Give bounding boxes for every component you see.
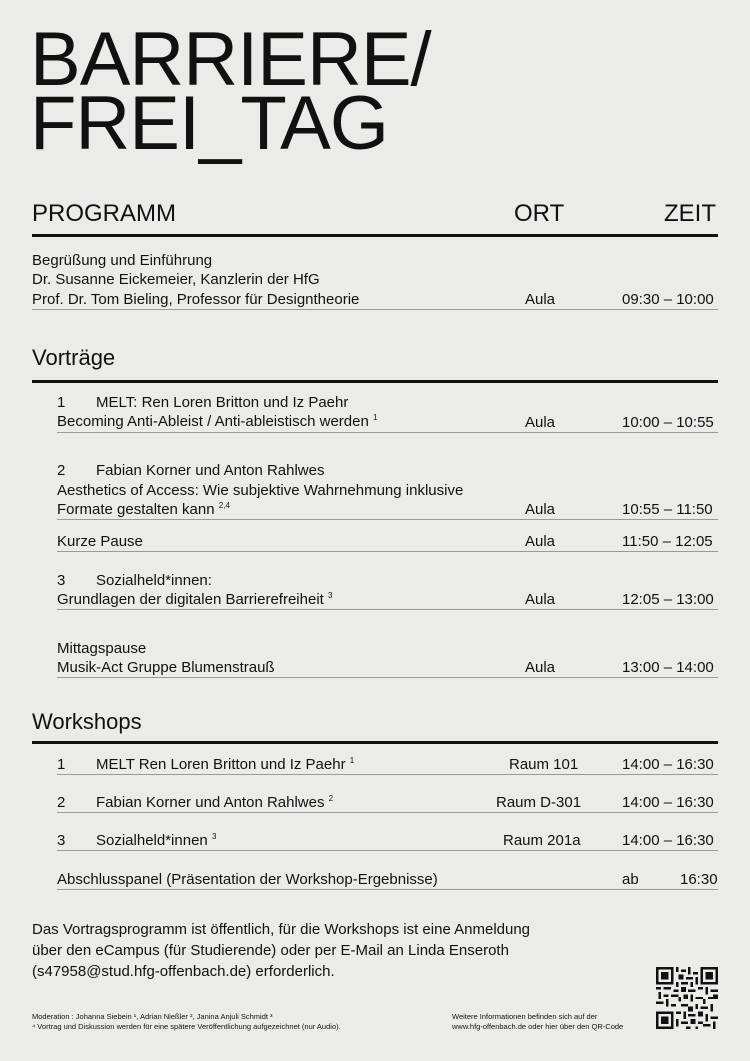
- vortrag-1-ort: Aula: [525, 414, 556, 431]
- divider: [57, 774, 718, 775]
- abschluss-label: Abschlusspanel (Präsentation der Workshop-Ergebnisse): [57, 871, 438, 888]
- vortrag-2-num: 2: [57, 462, 66, 479]
- header-rule: [32, 234, 718, 237]
- workshop-1-label: MELT Ren Loren Britton und Iz Paehr $^1$: [96, 756, 355, 773]
- abschluss-ab: ab: [622, 871, 639, 888]
- divider: [57, 551, 718, 552]
- workshop-2-zeit: 14:00 – 16:30: [622, 794, 714, 811]
- intro-line-3: Prof. Dr. Tom Bieling, Professor für Designtheorie: [32, 291, 360, 308]
- vortrag-2-speaker: Fabian Korner und Anton Rahlwes: [96, 462, 325, 479]
- header-ort: ORT: [514, 200, 565, 227]
- mittag-line-2: Musik-Act Gruppe Blumenstrauß: [57, 659, 275, 676]
- mittag-line-1: Mittagspause: [57, 640, 147, 657]
- divider: [57, 432, 718, 433]
- divider: [57, 609, 718, 610]
- workshop-2-ort: Raum D-301: [496, 794, 582, 811]
- footer-recording: ⁴ Vortrag und Diskussion werden für eine spätere Veröffentlichung aufgezeichnet (nur Audio).: [32, 1022, 341, 1031]
- vortrag-1-speaker: MELT: Ren Loren Britton und Iz Paehr: [96, 394, 349, 411]
- intro-zeit: 09:30 – 10:00: [622, 291, 714, 308]
- section-rule: [32, 380, 718, 383]
- page-title: [30, 17, 431, 166]
- note-line-3: (s47958@stud.hfg-offenbach.de) erforderlich.: [32, 963, 335, 980]
- vortrag-2-ort: Aula: [525, 501, 556, 518]
- qr-code-icon[interactable]: [656, 967, 718, 1029]
- workshop-2-label: Fabian Korner und Anton Rahlwes $^2$: [96, 794, 334, 811]
- mittag-ort: Aula: [525, 659, 556, 676]
- vortrag-3-speaker: Sozialheld*innen:: [96, 572, 212, 589]
- registration-note: [32, 919, 530, 982]
- divider: [57, 812, 718, 813]
- header-zeit: ZEIT: [664, 200, 716, 227]
- section-rule: [32, 741, 718, 744]
- vortrag-3-ort: Aula: [525, 591, 556, 608]
- divider: [57, 677, 718, 678]
- workshop-2-num: 2: [57, 794, 66, 811]
- intro-line-1: Begrüßung und Einführung: [32, 252, 213, 269]
- note-line-1: Das Vortragsprogramm ist öffentlich, für die Workshops ist eine Anmeldung: [32, 921, 531, 938]
- workshop-3-zeit: 14:00 – 16:30: [622, 832, 714, 849]
- mittag-zeit: 13:00 – 14:00: [622, 659, 714, 676]
- vortrag-1-num: 1: [57, 394, 66, 411]
- workshop-1-ort: Raum 101: [509, 756, 579, 773]
- vortrag-3-zeit: 12:05 – 13:00: [622, 591, 714, 608]
- vortrag-1-zeit: 10:00 – 10:55: [622, 414, 714, 431]
- divider: [57, 519, 718, 520]
- divider: [32, 309, 718, 310]
- vortrag-1-title: Becoming Anti-Ableist / Anti-ableistisch werden $^1$: [57, 413, 378, 430]
- intro-line-2: Dr. Susanne Eickemeier, Kanzlerin der HfG: [32, 271, 320, 288]
- workshop-1-zeit: 14:00 – 16:30: [622, 756, 714, 773]
- workshop-3-ort: Raum 201a: [503, 832, 581, 849]
- footer-info-2: www.hfg-offenbach.de oder hier über den QR-Code: [452, 1022, 624, 1031]
- vortrag-3-num: 3: [57, 572, 66, 589]
- note-line-2: über den eCampus (für Studierende) oder per E-Mail an Linda Enseroth: [32, 942, 509, 959]
- pause-zeit: 11:50 – 12:05: [622, 533, 713, 550]
- pause-ort: Aula: [525, 533, 556, 550]
- workshop-3-num: 3: [57, 832, 66, 849]
- intro-ort: Aula: [525, 291, 556, 308]
- workshop-3-label: Sozialheld*innen $^3$: [96, 832, 217, 849]
- title-line-1: BARRIERE/: [30, 17, 431, 102]
- vortrag-3-title: Grundlagen der digitalen Barrierefreiheit $^3$: [57, 591, 333, 608]
- footer-moderation: Moderation : Johanna Siebein ¹, Adrian Nießler ², Janina Anjuli Schmidt ³: [32, 1012, 273, 1021]
- footer-info-1: Weitere Informationen befinden sich auf der: [452, 1012, 598, 1021]
- pause-label: Kurze Pause: [57, 533, 143, 550]
- vortrag-2-zeit: 10:55 – 11:50: [622, 501, 713, 518]
- header-programm: PROGRAMM: [32, 200, 176, 227]
- divider: [57, 850, 718, 851]
- title-line-2: FREI_TAG: [30, 81, 388, 166]
- divider: [57, 889, 718, 890]
- vortrag-2-title-line-2: Formate gestalten kann $^{2,4}$: [57, 501, 230, 518]
- workshop-1-num: 1: [57, 756, 66, 773]
- vortrag-2-title-line-1: Aesthetics of Access: Wie subjektive Wahrnehmung inklusive: [57, 482, 464, 499]
- section-title-vortraege: Vorträge: [32, 345, 116, 370]
- section-title-workshops: Workshops: [32, 709, 142, 734]
- abschluss-zeit: 16:30: [680, 871, 718, 888]
